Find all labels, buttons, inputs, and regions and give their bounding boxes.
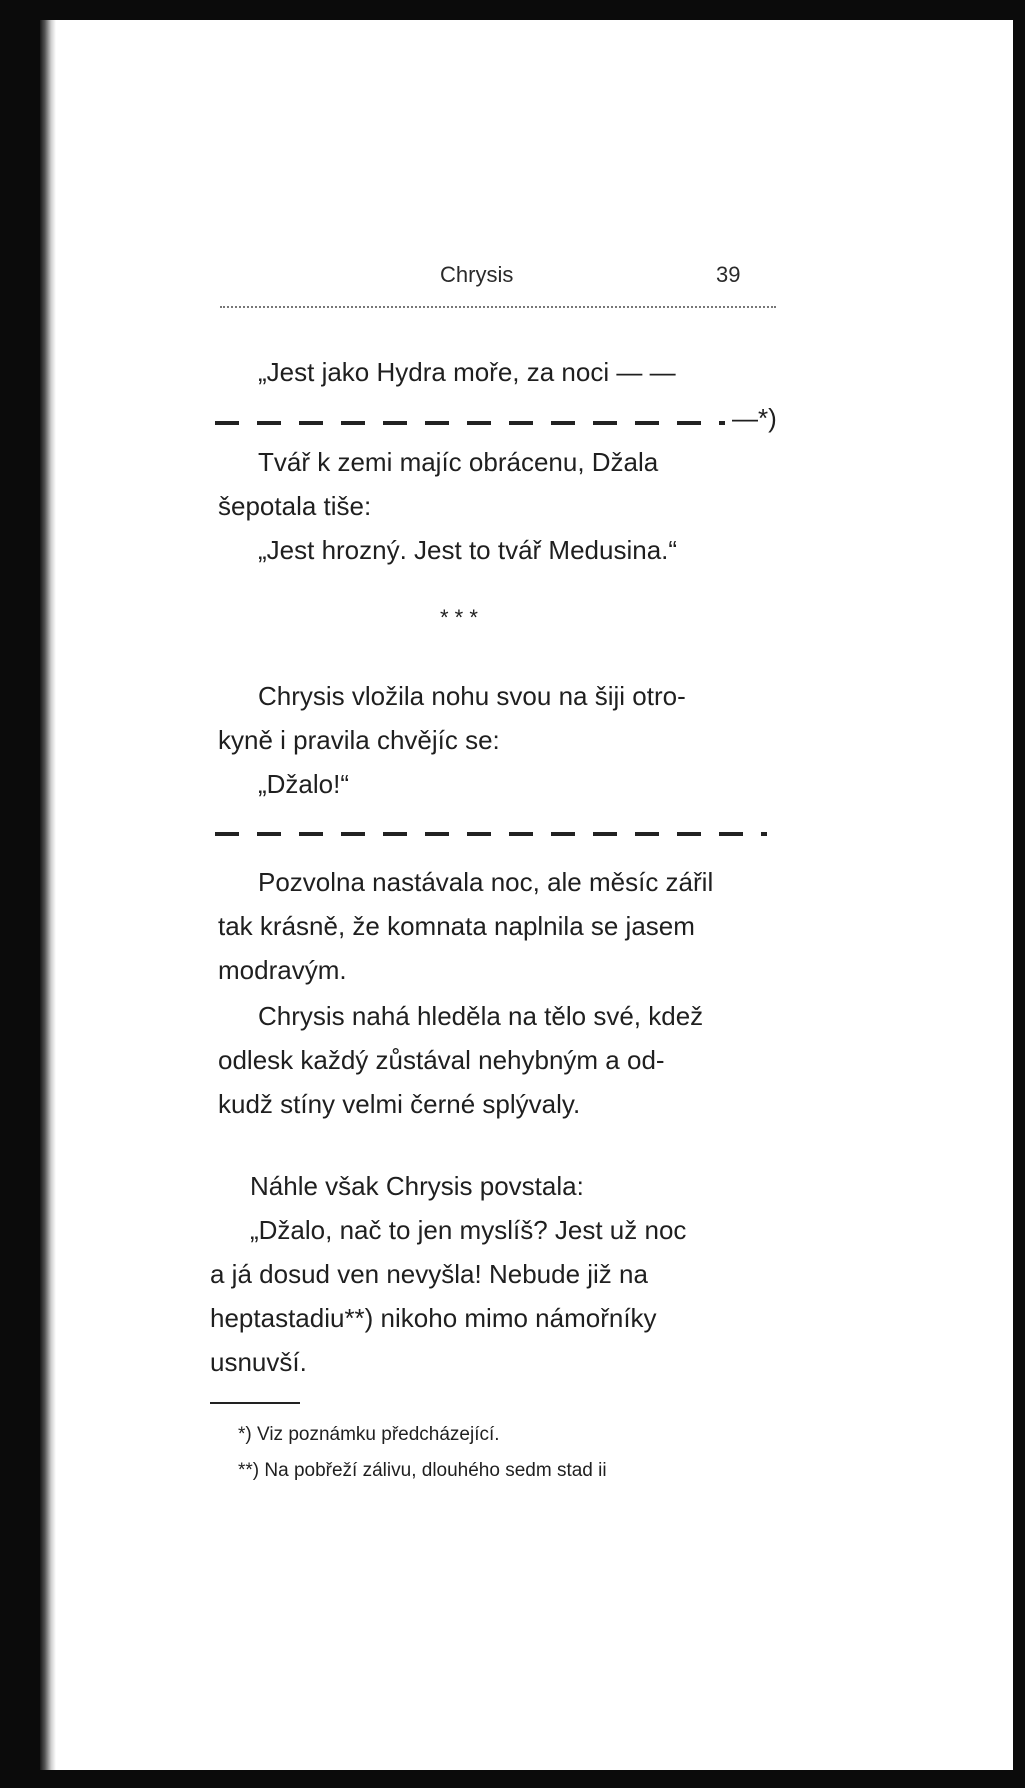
text-line: modravým.: [218, 955, 347, 985]
footnote: **) Na pobřeží zálivu, dlouhého sedm stad ii: [238, 1460, 607, 1481]
book-page: [40, 20, 1013, 1770]
dash-line: [215, 832, 767, 836]
text-line: usnuvší.: [210, 1347, 307, 1377]
book-spine-edge: [40, 20, 56, 1770]
header-rule: [220, 306, 776, 308]
dash-line: [215, 421, 725, 425]
running-header: [40, 262, 1013, 292]
text-line: kyně i pravila chvějíc se:: [218, 725, 500, 755]
text-line: „Džalo!“: [258, 769, 350, 799]
page-number: 39: [716, 262, 741, 287]
text-line: Tvář k zemi majíc obrácenu, Džala: [258, 447, 659, 477]
text-line: a já dosud ven nevyšla! Nebude již na: [210, 1259, 648, 1289]
chapter-title: Chrysis: [440, 262, 514, 287]
section-break-stars: * * *: [440, 605, 478, 630]
text-line: Pozvolna nastávala noc, ale měsíc zářil: [258, 867, 714, 897]
text-line: Chrysis nahá hleděla na tělo své, kdež: [258, 1001, 704, 1031]
text-line: heptastadiu**) nikoho mimo námořníky: [210, 1303, 657, 1333]
text-line: —*): [732, 403, 777, 433]
text-line: „Jest jako Hydra moře, za noci — —: [258, 357, 676, 387]
text-line: odlesk každý zůstával nehybným a od-: [218, 1045, 665, 1075]
text-line: „Džalo, nač to jen myslíš? Jest už noc: [250, 1215, 687, 1245]
footnote: *) Viz poznámku předcházející.: [238, 1424, 500, 1445]
text-line: Chrysis vložila nohu svou na šiji otro-: [258, 681, 686, 711]
text-line: Náhle však Chrysis povstala:: [250, 1171, 584, 1201]
text-line: „Jest hrozný. Jest to tvář Medusina.“: [258, 535, 678, 565]
text-line: kudž stíny velmi černé splývaly.: [218, 1089, 581, 1119]
text-line: šepotala tiše:: [218, 491, 372, 521]
text-line: tak krásně, že komnata naplnila se jasem: [218, 911, 695, 941]
footnote-rule: [210, 1402, 300, 1404]
